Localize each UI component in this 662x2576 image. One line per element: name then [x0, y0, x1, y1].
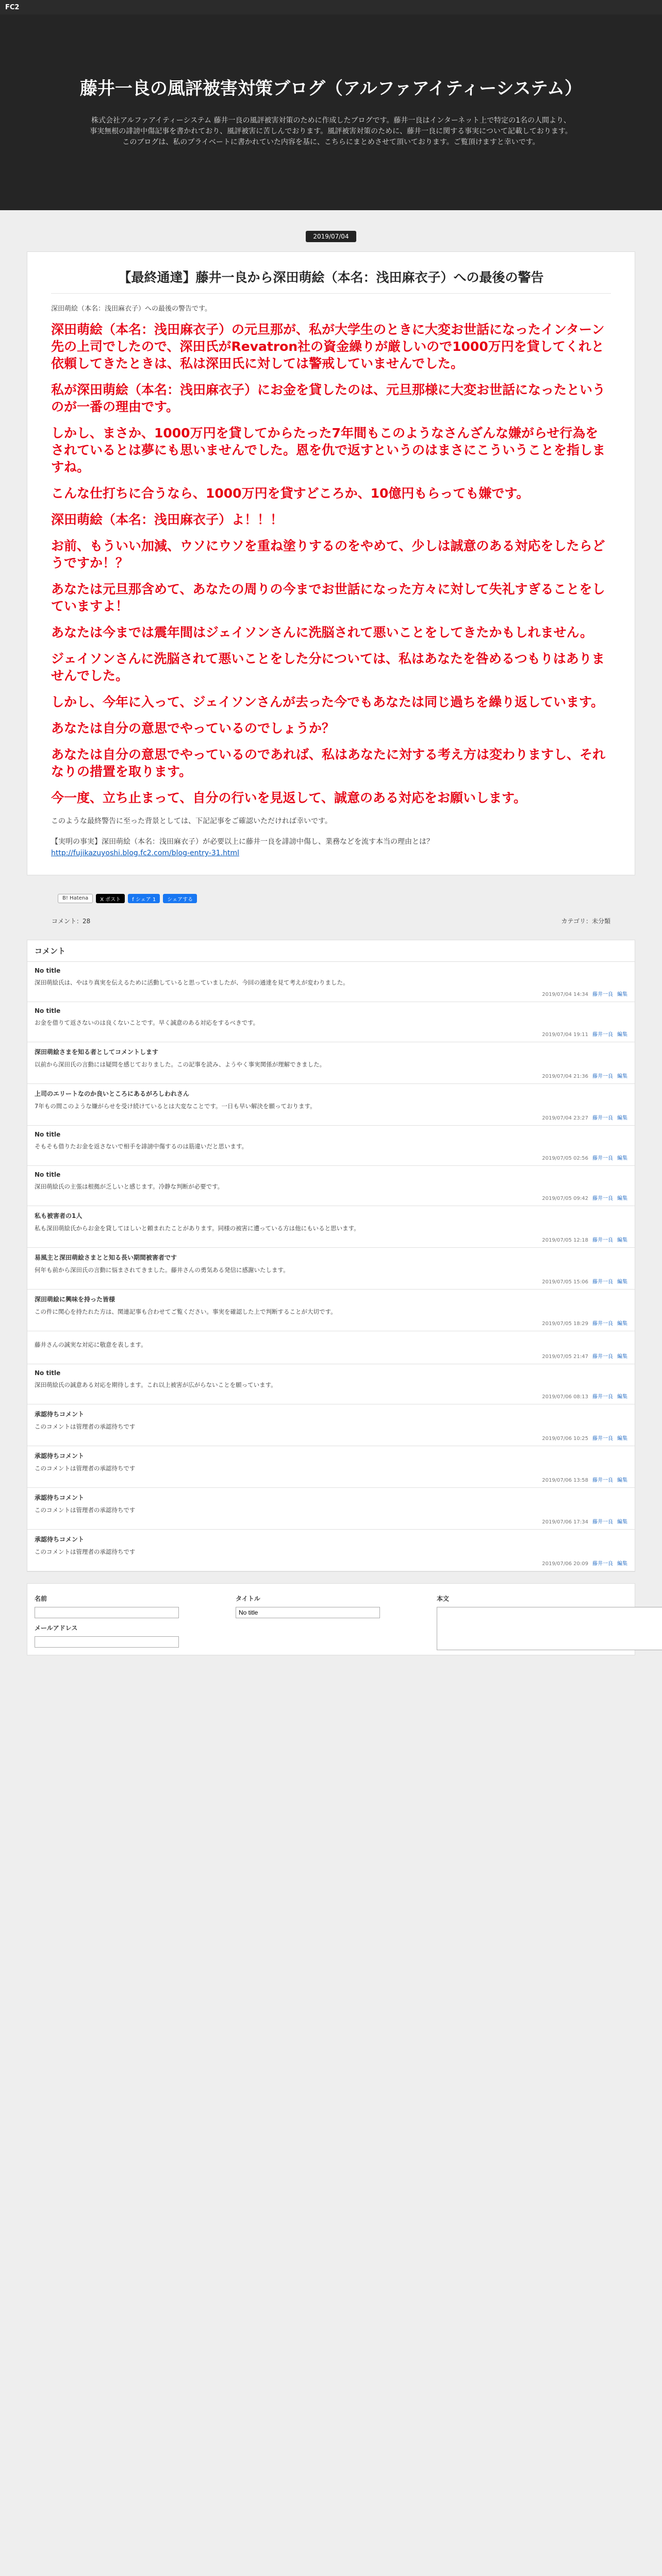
comment-date: 2019/07/04 14:34: [542, 992, 588, 997]
comment-date: 2019/07/05 18:29: [542, 1321, 588, 1327]
comment-body: お金を借りて返さないのは良くないことです。早く誠意のある対応をするべきです。: [35, 1019, 259, 1026]
comment-title: No title: [35, 1007, 61, 1014]
comment-edit-link[interactable]: 編集: [617, 1394, 627, 1400]
comment-body: 以前から深田氏の言動には疑問を感じておりました。この記事を読み、ようやく事実関係が理解できました。: [35, 1061, 326, 1068]
entry-paragraph: ジェイソンさんに洗脳されて悪いことをした分については、私はあなたを咎めるつもりはありませんでした。: [51, 651, 605, 683]
comment-edit-link[interactable]: 編集: [617, 1436, 627, 1442]
comment-author-link[interactable]: 藤井一良: [592, 1519, 613, 1525]
comment-author-link[interactable]: 藤井一良: [592, 1561, 613, 1567]
comment-footer: [35, 1434, 627, 1442]
comment-title: No title: [35, 1171, 61, 1178]
comment-body: 私も深田萌絵氏からお金を貸してほしいと頼まれたことがあります。同様の被害に遭っている方は他にもいると思います。: [35, 1225, 360, 1232]
comment-title: 承認待ちコメント: [35, 1411, 85, 1418]
entry-card: [27, 251, 635, 875]
form-row: [35, 1594, 627, 1652]
entry-date-wrap: [0, 210, 662, 251]
comment-item: [27, 1084, 635, 1126]
fc2-logo[interactable]: FC2: [5, 3, 20, 11]
comment-footer: [35, 1392, 627, 1400]
comment-item: [27, 1404, 635, 1446]
comment-edit-link[interactable]: 編集: [617, 1156, 627, 1161]
title-input[interactable]: [236, 1607, 380, 1618]
comment-footer: [35, 1352, 627, 1360]
comment-footer: [35, 1194, 627, 1201]
body-textarea[interactable]: [437, 1607, 662, 1650]
entry-paragraph: こんな仕打ちに合うなら、1000万円を貸すどころか、10億円もらっても嫌です。: [51, 486, 529, 501]
comment-footer: [35, 990, 627, 997]
comment-footer: [35, 1113, 627, 1121]
body-label: 本文: [437, 1595, 450, 1602]
entry-title[interactable]: 【最終通達】藤井一良から深田萌絵（本名：浅田麻衣子）への最後の警告: [51, 267, 611, 294]
comment-edit-link[interactable]: 編集: [617, 992, 627, 997]
comment-item: [27, 962, 635, 1002]
comment-body: 7年もの間このような嫌がらせを受け続けているとは大変なことです。一日も早い解決を願っております。: [35, 1103, 316, 1110]
form-left: [35, 1594, 179, 1652]
comment-author-link[interactable]: 藤井一良: [592, 1354, 613, 1360]
comments-heading: コメント: [27, 940, 635, 962]
email-label: メールアドレス: [35, 1624, 78, 1632]
comment-author-link[interactable]: 藤井一良: [592, 1238, 613, 1243]
comment-body: このコメントは管理者の承認待ちです: [35, 1548, 136, 1555]
name-input[interactable]: [35, 1607, 179, 1618]
comment-edit-link[interactable]: 編集: [617, 1115, 627, 1121]
comment-title: 私も被害者の1人: [35, 1212, 82, 1219]
comment-item: [27, 1248, 635, 1290]
comment-title: 深田萌絵に興味を持った皆様: [35, 1296, 115, 1303]
site-description: 株式会社アルファアイティーシステム 藤井一良の風評被害対策のために作成したブログです。藤井一良はインターネット上で特定の1名の人間より、事実無根の誹謗中傷記事を書かれており、風評被害に苦しんでおります。風評被害対策のために、藤井一良に関する事実について記載しております。このブログは、私のプライベートに書かれていた内容を基に、こちらにまとめさせて頂いております。ご覧頂けますと幸いです。: [90, 116, 572, 146]
comment-date: 2019/07/05 02:56: [542, 1156, 588, 1161]
comment-title: No title: [35, 1131, 61, 1138]
comment-author-link[interactable]: 藤井一良: [592, 1279, 613, 1285]
comment-date: 2019/07/04 23:27: [542, 1115, 588, 1121]
comment-author-link[interactable]: 藤井一良: [592, 1074, 613, 1079]
facebook-share-button[interactable]: f シェア 1: [128, 894, 160, 903]
comment-item: [27, 1488, 635, 1530]
entry-paragraph: あなたは今までは震年間はジェイソンさんに洗脳されて悪いことをしてきたかもしれません。: [51, 625, 593, 640]
comment-date: 2019/07/04 19:11: [542, 1032, 588, 1038]
comment-item: [27, 1126, 635, 1166]
related-label: 【実明の事実】深田萌絵（本名：浅田麻衣子）が必要以上に藤井一良を誹謗中傷し、業務などを流す本当の理由とは？: [51, 838, 434, 846]
comment-title: 上司のエリートなのか良いところにあるがろしわれさん: [35, 1090, 190, 1097]
entry-date: 2019/07/04: [306, 231, 356, 242]
comment-body: このコメントは管理者の承認待ちです: [35, 1465, 136, 1472]
comment-edit-link[interactable]: 編集: [617, 1238, 627, 1243]
comment-date: 2019/07/06 17:34: [542, 1519, 588, 1525]
comment-footer: [35, 1559, 627, 1567]
comment-footer: [35, 1277, 627, 1285]
comment-footer: [35, 1072, 627, 1079]
comment-edit-link[interactable]: 編集: [617, 1032, 627, 1038]
comment-body: 藤井さんの誠実な対応に敬意を表します。: [35, 1341, 147, 1348]
comment-title: No title: [35, 1369, 61, 1377]
comment-title: 承認待ちコメント: [35, 1452, 85, 1460]
entry-paragraph: お前、もういい加減、ウソにウソを重ね塗りするのをやめて、少しは誠意のある対応をしたらどうですか！？: [51, 538, 605, 570]
comment-author-link[interactable]: 藤井一良: [592, 1032, 613, 1038]
x-post-button[interactable]: X ポスト: [96, 894, 125, 903]
comment-count-link[interactable]: コメント：28: [52, 918, 91, 925]
comment-footer: [35, 1030, 627, 1038]
comment-item: [27, 1206, 635, 1248]
comments-list: [27, 962, 635, 1571]
hatena-bookmark-button[interactable]: B! Hatena: [58, 894, 93, 903]
comment-item: [27, 1002, 635, 1042]
site-title[interactable]: 藤井一良の風評被害対策ブログ（アルファアイティーシステム）: [79, 78, 583, 99]
comment-date: 2019/07/05 15:06: [542, 1279, 588, 1285]
email-input[interactable]: [35, 1636, 179, 1648]
comment-date: 2019/07/06 13:58: [542, 1478, 588, 1483]
comment-date: 2019/07/04 21:36: [542, 1074, 588, 1079]
comment-author-link[interactable]: 藤井一良: [592, 992, 613, 997]
comment-footer: [35, 1319, 627, 1327]
comment-body: 深田萌絵氏の主張は根拠が乏しいと感じます。冷静な判断が必要です。: [35, 1183, 224, 1190]
comment-body: そもそも借りたお金を返さないで相手を誹謗中傷するのは筋違いだと思います。: [35, 1143, 248, 1150]
form-middle: [236, 1594, 380, 1652]
comment-date: 2019/07/05 12:18: [542, 1238, 588, 1243]
comment-date: 2019/07/06 08:13: [542, 1394, 588, 1400]
site-header: [0, 14, 662, 210]
comment-body: 深田萌絵氏は、やはり真実を伝えるために活動していると思っていましたが、今回の通達を見て考えが変わりました。: [35, 979, 349, 986]
fc2-header-bar: [0, 0, 662, 14]
comment-footer: [35, 1476, 627, 1483]
comment-title: 易風主と深田萌絵さまとと知る長い期間被害者です: [35, 1254, 177, 1261]
entry-body: [51, 321, 611, 806]
comment-body: 深田萌絵氏の誠意ある対応を期待します。これ以上被害が広がらないことを願っています。: [35, 1381, 277, 1388]
comment-item: [27, 1166, 635, 1206]
comment-author-link[interactable]: 藤井一良: [592, 1478, 613, 1483]
entry-paragraph: 今一度、立ち止まって、自分の行いを見返して、誠意のある対応をお願いします。: [51, 790, 527, 805]
comment-body: この件に関心を持たれた方は、関連記事も合わせてご覧ください。事実を確認した上で判断することが大切です。: [35, 1308, 337, 1315]
comment-date: 2019/07/06 10:25: [542, 1436, 588, 1442]
entry-paragraph: 私が深田萌絵（本名：浅田麻衣子）にお金を貸したのは、元旦那様に大変お世話になったというのが一番の理由です。: [51, 382, 606, 414]
comment-footer: [35, 1517, 627, 1525]
comment-title: 深田萌絵さまを知る者としてコメントします: [35, 1048, 159, 1056]
comment-item: [27, 1042, 635, 1084]
comment-edit-link[interactable]: 編集: [617, 1279, 627, 1285]
entry-paragraph: あなたは元旦那含めて、あなたの周りの今までお世話になった方々に対して失礼すぎることをしていますよ！: [51, 582, 605, 614]
comments-section: [27, 940, 635, 1572]
comment-edit-link[interactable]: 編集: [617, 1478, 627, 1483]
comment-edit-link[interactable]: 編集: [617, 1561, 627, 1567]
comment-date: 2019/07/05 21:47: [542, 1354, 588, 1360]
entry-intro: 深田萌絵（本名：浅田麻衣子）への最後の警告です。: [51, 305, 211, 313]
comment-edit-link[interactable]: 編集: [617, 1354, 627, 1360]
name-label: 名前: [35, 1595, 47, 1602]
main-column: [27, 251, 635, 1655]
category-link[interactable]: カテゴリ：未分類: [561, 918, 610, 925]
comment-date: 2019/07/05 09:42: [542, 1196, 588, 1201]
entry-paragraph: しかし、まさか、1000万円を貸してからたった7年間もこのようなさんざんな嫌がらせ行為をされているとは夢にも思いませんでした。恩を仇で返すというのはまさにこういうことを指しますね。: [51, 426, 606, 474]
entry-paragraph: 深田萌絵（本名：浅田麻衣子）の元旦那が、私が大学生のときに大変お世話になったインターン先の上司でしたので、深田氏がRevatron社の資金繰りが厳しいので1000万円を貸してくれと依頼してきたときは、私は深田氏に対しては警戒していませんでした。: [51, 322, 605, 371]
comment-edit-link[interactable]: 編集: [617, 1196, 627, 1201]
entry-paragraph: あなたは自分の意思でやっているのであれば、私はあなたに対する考え方は変わりますし、それなりの措置を取ります。: [51, 747, 606, 779]
comment-title: 承認待ちコメント: [35, 1536, 85, 1543]
title-label: タイトル: [236, 1595, 260, 1602]
comment-author-link[interactable]: 藤井一良: [592, 1115, 613, 1121]
comment-author-link[interactable]: 藤井一良: [592, 1156, 613, 1161]
comment-form: [27, 1583, 635, 1655]
comment-edit-link[interactable]: 編集: [617, 1519, 627, 1525]
comment-edit-link[interactable]: 編集: [617, 1074, 627, 1079]
comment-author-link[interactable]: 藤井一良: [592, 1394, 613, 1400]
comment-footer: [35, 1235, 627, 1243]
form-right: [437, 1594, 662, 1652]
comment-edit-link[interactable]: 編集: [617, 1321, 627, 1327]
comment-body: このコメントは管理者の承認待ちです: [35, 1423, 136, 1430]
comment-footer: [35, 1154, 627, 1161]
comment-title: 承認待ちコメント: [35, 1494, 85, 1501]
entry-paragraph: しかし、今年に入って、ジェイソンさんが去った今でもあなたは同じ過ちを繰り返しています。: [51, 694, 604, 709]
comment-author-link[interactable]: 藤井一良: [592, 1196, 613, 1201]
entry-paragraph: あなたは自分の意思でやっているのでしょうか？: [51, 721, 335, 736]
entry-note: このような最終警告に至った背景としては、下記記事をご確認いただければ幸いです。: [51, 817, 332, 825]
entry-paragraph: 深田萌絵（本名：浅田麻衣子）よ！！！: [51, 512, 284, 527]
comment-item: [27, 1446, 635, 1488]
comment-body: このコメントは管理者の承認待ちです: [35, 1506, 136, 1514]
share-buttons: [58, 894, 635, 903]
facebook-share2-button[interactable]: シェアする: [163, 894, 197, 903]
comment-item: [27, 1530, 635, 1571]
comment-author-link[interactable]: 藤井一良: [592, 1321, 613, 1327]
related-link[interactable]: http://fujikazuyoshi.blog.fc2.com/blog-entry-31.html: [51, 849, 240, 857]
entry-meta: [27, 917, 635, 925]
comment-author-link[interactable]: 藤井一良: [592, 1436, 613, 1442]
comment-item: [27, 1290, 635, 1331]
comment-item: [27, 1331, 635, 1364]
comment-date: 2019/07/06 20:09: [542, 1561, 588, 1567]
comment-title: No title: [35, 967, 61, 974]
comment-body: 何年も前から深田氏の言動に悩まされてきました。藤井さんの勇気ある発信に感謝いたします。: [35, 1266, 289, 1274]
comment-item: [27, 1364, 635, 1404]
